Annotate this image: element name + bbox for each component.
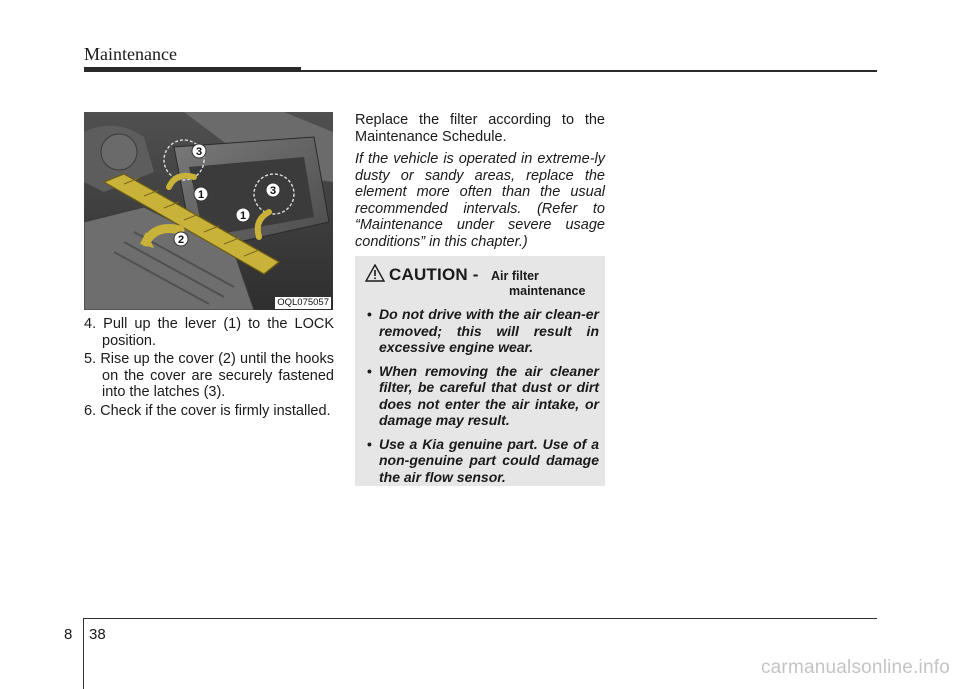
step-list bbox=[84, 316, 334, 421]
footer-divider bbox=[83, 618, 84, 689]
engine-cap bbox=[101, 134, 137, 170]
callout-3-right-label: 3 bbox=[269, 185, 277, 197]
watermark: carmanualsonline.info bbox=[760, 657, 950, 678]
air-filter-figure bbox=[84, 112, 333, 310]
caution-subtitle bbox=[491, 269, 585, 299]
caution-subtitle-line2: maintenance bbox=[509, 284, 586, 298]
page-header-title: Maintenance bbox=[84, 44, 177, 64]
header-rule-thick bbox=[84, 67, 301, 72]
footer-rule bbox=[84, 618, 877, 619]
caution-item: • Use a Kia genuine part. Use of a non-genuine part could damage the air flow sensor. bbox=[367, 436, 599, 486]
caution-label: CAUTION - bbox=[389, 265, 479, 284]
replacement-note: If the vehicle is operated in extreme-ly dusty or sandy areas, replace the element more often than the usual recommended intervals. (Refer to “Maintenance under severe usage conditions” in this chapter.) bbox=[355, 151, 605, 250]
step-item: 5. Rise up the cover (2) until the hooks on the cover are securely fastened into the latches (3). bbox=[84, 351, 334, 400]
replacement-intro: Replace the filter according to the Maintenance Schedule. bbox=[355, 112, 605, 145]
step-item: 6. Check if the cover is firmly installed. bbox=[84, 402, 331, 419]
callout-3-left-label: 3 bbox=[195, 146, 203, 158]
callout-2-label: 2 bbox=[177, 234, 185, 246]
figure-code: OQL075057 bbox=[277, 297, 329, 308]
caution-item: • When removing the air cleaner filter, be careful that dust or dirt does not enter the air intake, or damage may result. bbox=[367, 363, 599, 429]
callout-1-right-label: 1 bbox=[239, 210, 247, 222]
caution-item: • Do not drive with the air clean-er removed; this will result in excessive engine wear. bbox=[367, 306, 599, 356]
callout-1-left-label: 1 bbox=[197, 189, 205, 201]
filter-replacement-text bbox=[355, 112, 605, 256]
chapter-number: 8 bbox=[64, 626, 73, 643]
page-number: 38 bbox=[89, 626, 106, 643]
caution-box bbox=[355, 256, 605, 486]
warning-triangle-icon bbox=[365, 264, 385, 282]
air-filter-illustration bbox=[84, 112, 333, 310]
step-item: 4. Pull up the lever (1) to the LOCK position. bbox=[84, 316, 334, 349]
header-rule-thin bbox=[301, 70, 877, 72]
caution-list bbox=[367, 306, 599, 492]
caution-subtitle-line1: Air filter bbox=[491, 269, 539, 283]
